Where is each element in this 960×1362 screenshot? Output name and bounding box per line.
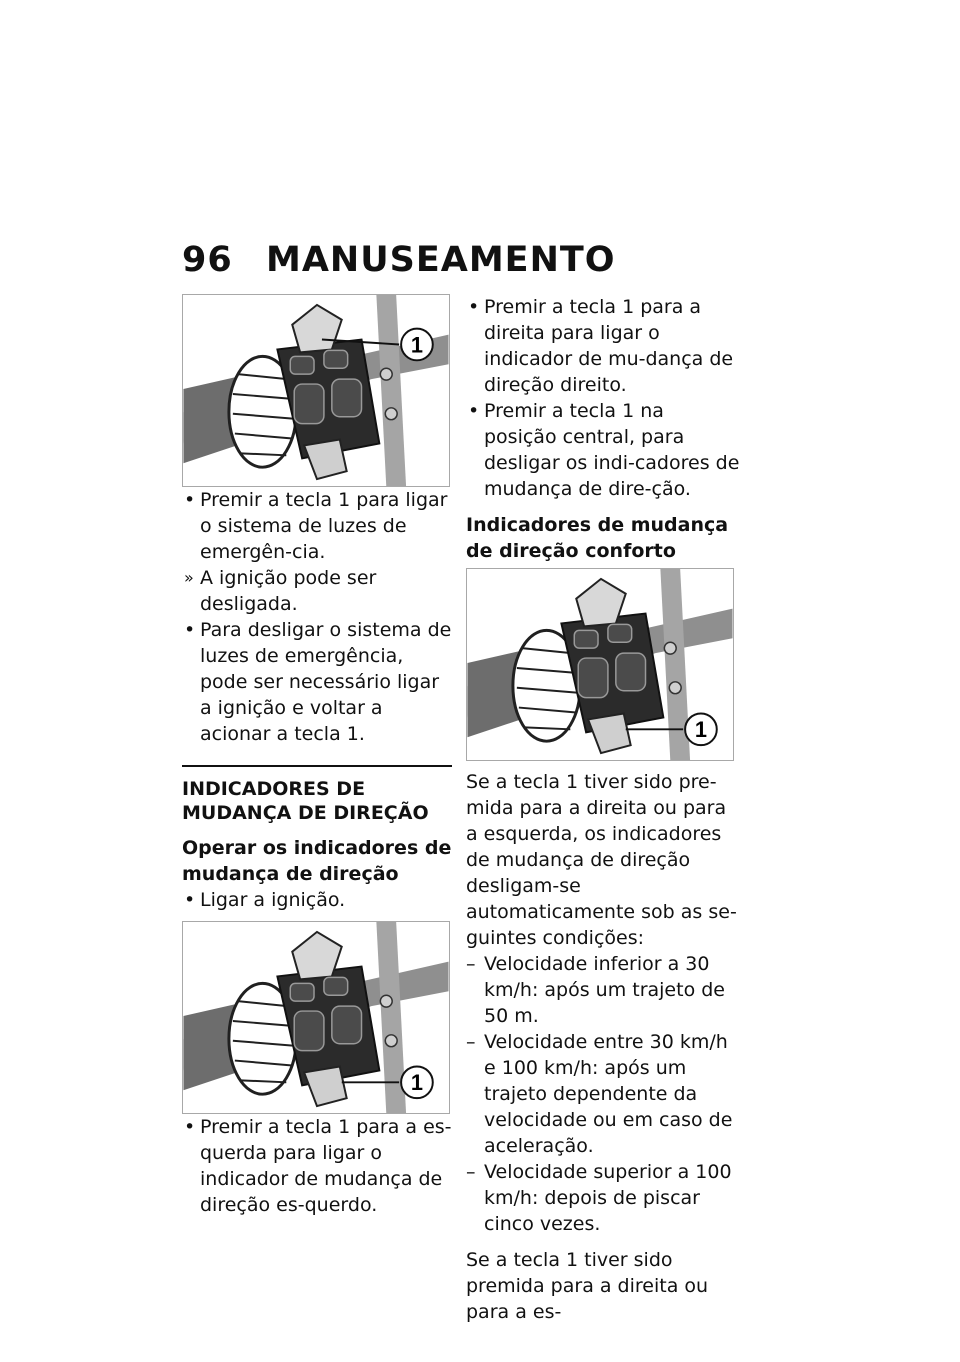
step-indicator-off: • Premir a tecla 1 na posição central, para desligar os indi-cadores de mudança de dire-ção. — [466, 398, 741, 502]
handlebar-switch-illustration — [183, 922, 449, 1113]
figure-hazard-switch — [182, 294, 450, 487]
page-number: 96 — [182, 240, 233, 280]
result-ignition-off: » A ignição pode ser desligada. — [182, 565, 452, 617]
step-hazard-off: • Para desligar o sistema de luzes de emergência, pode ser necessário ligar a ignição e voltar a acionar a tecla 1. — [182, 617, 452, 747]
condition-mid-speed: – Velocidade entre 30 km/h e 100 km/h: após um trajeto dependente da velocidade ou em caso de aceleração. — [466, 1029, 741, 1159]
handlebar-switch-illustration — [183, 295, 449, 486]
step-right-indicator: • Premir a tecla 1 para a direita para ligar o indicador de mu-dança de direção direito. — [466, 294, 741, 398]
comfort-title: Indicadores de mudança de direção conforto — [466, 514, 729, 562]
comfort-conditions — [466, 951, 741, 1237]
condition-low-speed: – Velocidade inferior a 30 km/h: após um trajeto de 50 m. — [466, 951, 741, 1029]
step-left-indicator: • Premir a tecla 1 para a es-querda para ligar o indicador de mudança de direção es-querdo. — [182, 1114, 452, 1218]
figure-left-indicator — [182, 921, 450, 1114]
callout-label: 1 — [410, 332, 423, 358]
section-title: INDICADORES DE MUDANÇA DE DIREÇÃO — [182, 765, 452, 825]
callout-label: 1 — [410, 1070, 423, 1096]
right-column — [466, 294, 741, 1325]
right-indicator-steps — [466, 294, 741, 502]
condition-high-speed: – Velocidade superior a 100 km/h: depois de piscar cinco vezes. — [466, 1159, 741, 1237]
chapter-title: MANUSEAMENTO — [266, 240, 616, 280]
step-ignition: • Ligar a ignição. — [182, 887, 452, 913]
subsection-title: Operar os indicadores de mudança de direção — [182, 837, 452, 885]
closing-text: Se a tecla 1 tiver sido premida para a direita ou para a es- — [466, 1249, 709, 1323]
left-column — [182, 294, 452, 1218]
left-indicator-steps — [182, 1114, 452, 1218]
step-hazard-on: • Premir a tecla 1 para ligar o sistema de luzes de emergên-cia. — [182, 487, 452, 565]
hazard-steps — [182, 487, 452, 747]
callout-label: 1 — [694, 717, 707, 743]
handlebar-switch-illustration — [467, 569, 733, 760]
page-header — [182, 240, 616, 280]
figure-comfort-indicator — [466, 568, 734, 761]
comfort-intro: Se a tecla 1 tiver sido pre-mida para a direita ou para a esquerda, os indicadores de mudança de direção desligam-se automaticamente sob as se-guintes condições: — [466, 771, 737, 949]
ignition-steps — [182, 887, 452, 913]
